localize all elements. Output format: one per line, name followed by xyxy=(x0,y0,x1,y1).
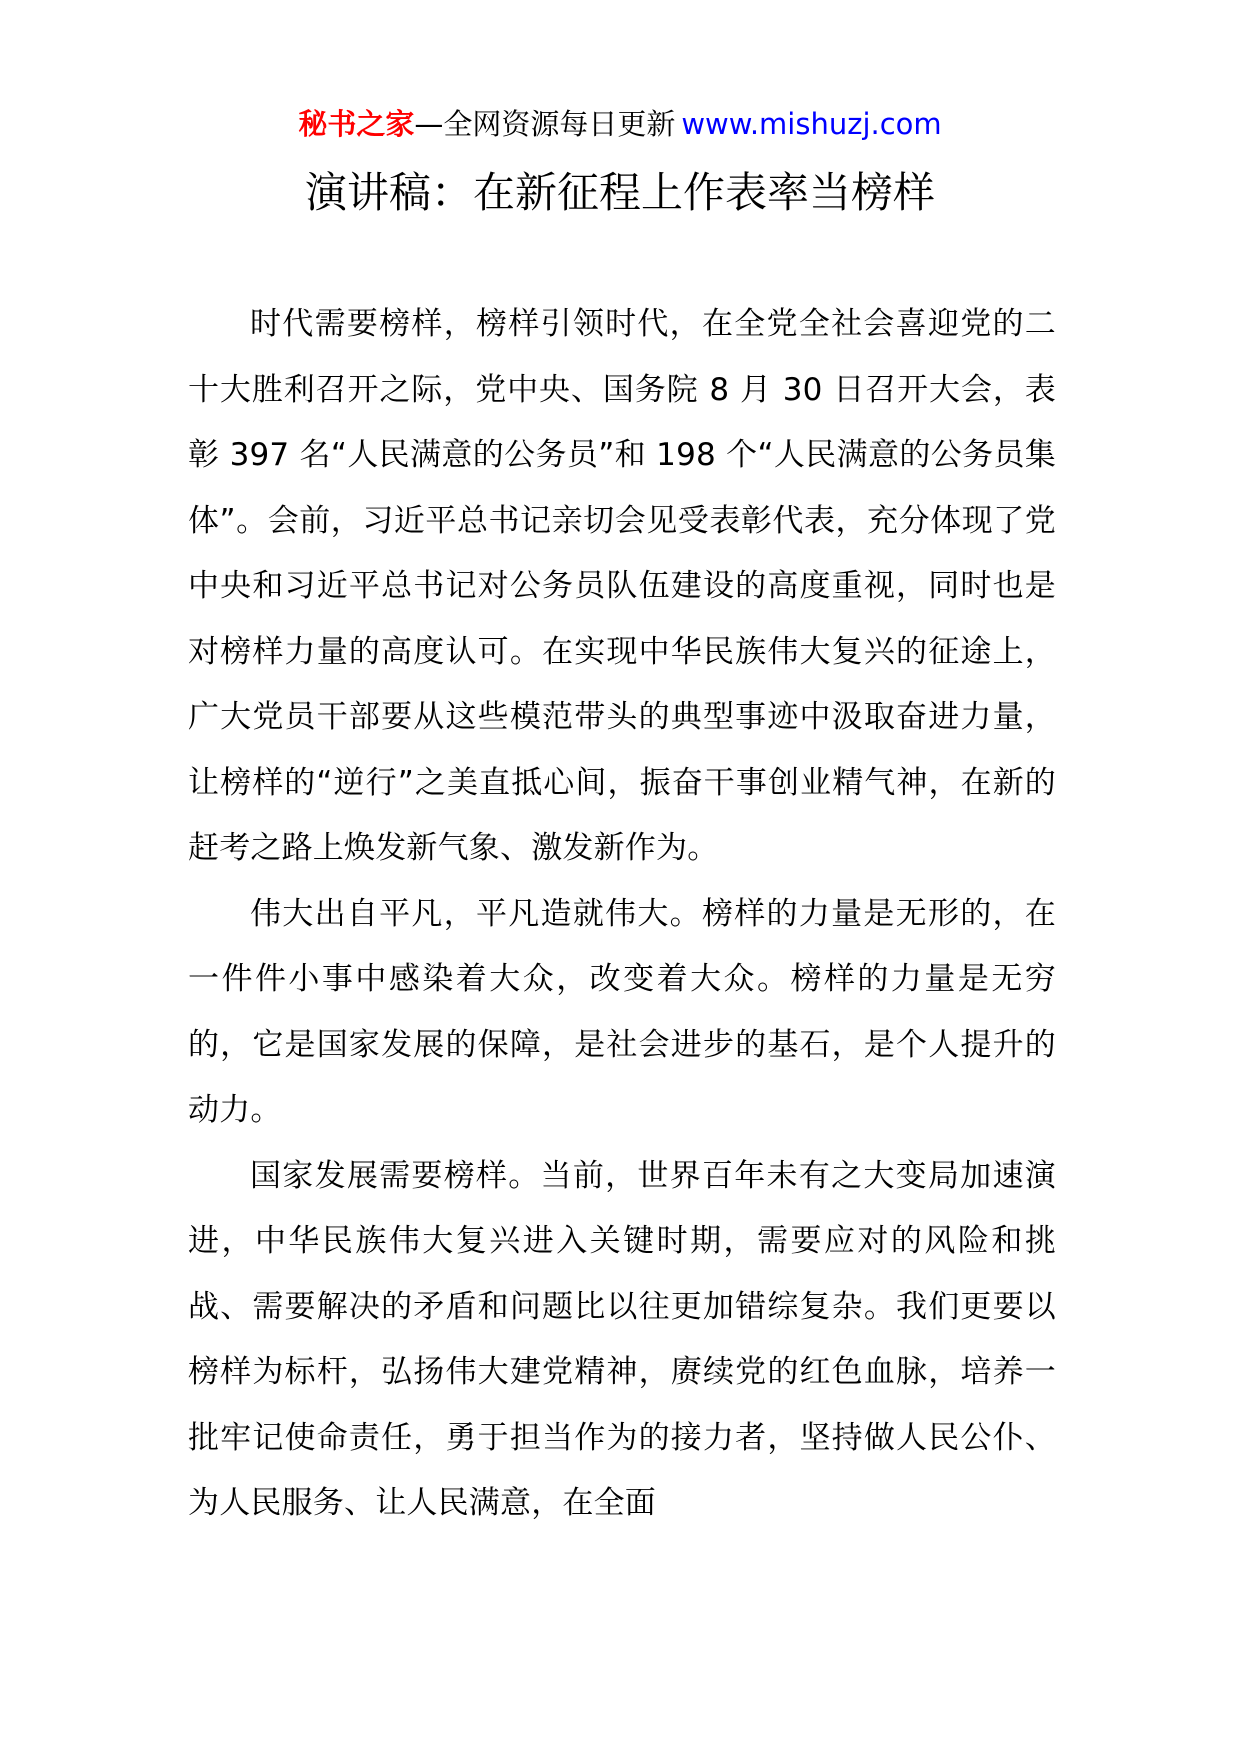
paragraph-3: 国家发展需要榜样。当前，世界百年未有之大变局加速演进，中华民族伟大复兴进入关键时期，需要应对的风险和挑战、需要解决的矛盾和问题比以往更加错综复杂。我们更要以榜样为标杆，弘扬伟大建党精神，赓续党的红色血脉，培养一批牢记使命责任，勇于担当作为的接力者，坚持做人民公仆、为人民服务、让人民满意，在全面 xyxy=(188,1157,1056,1521)
brand-name: 秘书之家 xyxy=(298,107,415,141)
paragraph-2: 伟大出自平凡，平凡造就伟大。榜样的力量是无形的，在一件件小事中感染着大众，改变着大众。榜样的力量是无穷的，它是国家发展的保障，是社会进步的基石，是个人提升的动力。 xyxy=(188,895,1056,1128)
document-title: 演讲稿：在新征程上作表率当榜样 xyxy=(304,168,935,217)
document-body xyxy=(188,292,1056,1537)
header-tagline: —全网资源每日更新 xyxy=(414,107,676,141)
paragraph-1: 时代需要榜样，榜样引领时代，在全党全社会喜迎党的二十大胜利召开之际，党中央、国务院 8 月 30 日召开大会，表彰 397 名“人民满意的公务员”和 198 个“人民满意的公务员集体”。会前，习近平总书记亲切会见受表彰代表，充分体现了党中央和习近平总书记对公务员队伍建设的高度重视，同时也是对榜样力量的高度认可。在实现中华民族伟大复兴的征途上，广大党员干部要从这些模范带头的典型事迹中汲取奋进力量，让榜样的“逆行”之美直抵心间，振奋干事创业精气神，在新的赶考之路上焕发新气象、激发新作为。 xyxy=(188,306,1056,866)
site-header xyxy=(0,104,1240,144)
site-url-link[interactable]: www.mishuzj.com xyxy=(681,107,942,141)
